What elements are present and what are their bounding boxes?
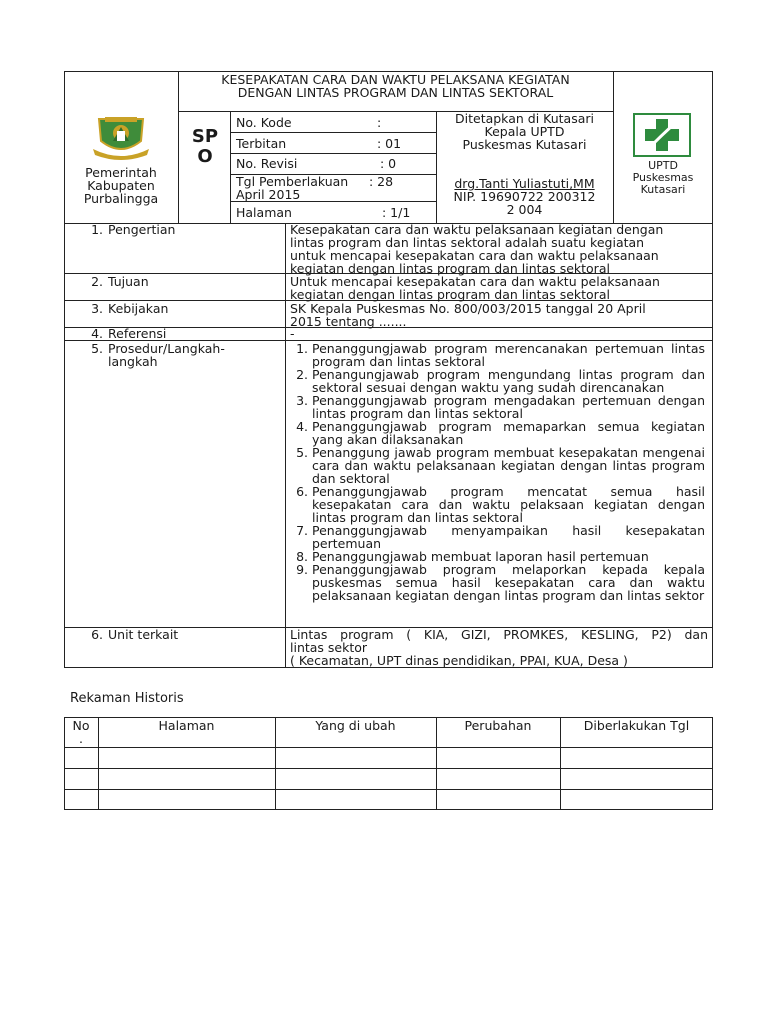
section-label-kebijakan — [78, 302, 283, 315]
org-line: Purbalingga — [83, 191, 159, 206]
section-label-cont: langkah — [108, 354, 158, 369]
history-col-no — [64, 719, 98, 745]
step-item — [290, 485, 705, 524]
right-org-name — [615, 160, 711, 196]
section-num: 3. — [91, 301, 103, 316]
section-label: Referensi — [108, 326, 167, 341]
content-line: untuk mencapai kesepakatan cara dan waktu pelaksanaan — [290, 248, 659, 263]
section-content-tujuan — [290, 275, 708, 301]
puskesmas-plus-logo — [633, 113, 691, 157]
section-num: 4. — [91, 326, 103, 341]
field-value-kode: : — [377, 115, 382, 130]
content-line: Kesepakatan cara dan waktu pelaksanaan kegiatan dengan — [290, 222, 664, 237]
content-line: Lintas program ( KIA, GIZI, PROMKES, KESLING, P2) dan — [290, 627, 708, 642]
section-label-unit — [78, 628, 283, 641]
field-extra-tgl: April 2015 — [236, 187, 301, 202]
step-item — [290, 524, 705, 550]
history-row-sep — [64, 789, 713, 790]
section-label: Kebijakan — [108, 301, 169, 316]
section-content-referensi — [290, 327, 708, 340]
section-label: Unit terkait — [108, 627, 179, 642]
field-sep — [230, 132, 436, 133]
step-num: 7. — [296, 523, 308, 538]
field-label-halaman: Halaman — [236, 205, 292, 220]
step-num: 8. — [296, 549, 308, 564]
section-label: Prosedur/Langkah- — [108, 341, 225, 356]
content-line: kegiatan dengan lintas program dan lintas sektoral — [290, 287, 610, 302]
step-text: Penanggungjawab program mencatat semua hasil kesepakatan cara dan waktu pelaksaan kegiatan dengan lintas program dan lintas sektoral — [312, 484, 705, 525]
header-divider-left — [178, 71, 179, 224]
spo-divider — [230, 111, 231, 224]
field-value-terbitan: : 01 — [377, 136, 402, 151]
step-text: Penanggungjawab program mengadakan pertemuan dengan lintas program dan lintas sektoral — [312, 393, 705, 421]
field-value-halaman: : 1/1 — [382, 205, 411, 220]
title-line-2: DENGAN LINTAS PROGRAM DAN LINTAS SEKTORAL — [237, 85, 554, 100]
col-header-cont: . — [79, 731, 83, 746]
section-label-prosedur — [78, 342, 283, 368]
field-label-tgl: Tgl Pemberlakuan — [236, 174, 349, 189]
procedure-steps — [290, 342, 705, 602]
history-col-yang-diubah: Yang di ubah — [315, 718, 396, 733]
step-num: 4. — [296, 419, 308, 434]
org-line: Pemerintah — [85, 165, 157, 180]
spo-label — [184, 127, 226, 167]
section-content-pengertian — [290, 223, 708, 275]
spo-top: SP — [191, 126, 219, 147]
left-org-name — [66, 166, 176, 205]
step-num: 3. — [296, 393, 308, 408]
approval-block — [438, 112, 611, 216]
step-item — [290, 368, 705, 394]
content-line: SK Kepala Puskesmas No. 800/003/2015 tanggal 20 April — [290, 301, 646, 316]
section-label: Tujuan — [108, 274, 149, 289]
content-col-divider — [285, 223, 286, 668]
field-sep — [230, 153, 436, 154]
step-text: Penanggung jawab program membuat kesepakatan mengenai cara dan waktu pelaksanaan kegiatan dengan lintas program dan sektoral — [312, 445, 705, 486]
spo-bottom: O — [197, 146, 213, 167]
step-num: 1. — [296, 341, 308, 356]
org-line: UPTD — [648, 159, 678, 172]
section-label-pengertian — [78, 223, 283, 236]
section-num: 5. — [91, 341, 103, 356]
step-text: Penanggungjawab program merencanakan pertemuan lintas program dan lintas sektoral — [312, 341, 705, 369]
step-text: Penanggungjawab membuat laporan hasil pertemuan — [312, 549, 649, 564]
approval-line: Puskesmas Kutasari — [462, 137, 587, 152]
step-num: 9. — [296, 562, 308, 577]
content-line: lintas program dan lintas sektoral adalah suatu kegiatan — [290, 235, 645, 250]
step-text: Penangungjawab program mengundang lintas program dan sektoral sesuai dengan waktu yang sudah direncanakan — [312, 367, 705, 395]
title-line-1: KESEPAKATAN CARA DAN WAKTU PELAKSANA KEGIATAN — [221, 72, 570, 87]
history-title: Rekaman Historis — [70, 691, 184, 706]
section-label-referensi — [78, 327, 283, 340]
history-col-perubahan: Perubahan — [464, 718, 532, 733]
step-text: Penanggungjawab program memaparkan semua kegiatan yang akan dilaksanakan — [312, 419, 705, 447]
approval-line: Ditetapkan di Kutasari — [455, 111, 594, 126]
field-value-revisi: : 0 — [380, 156, 397, 171]
signatory-nip: NIP. 19690722 200312 — [453, 189, 596, 204]
section-num: 2. — [91, 274, 103, 289]
header-divider-right — [613, 71, 614, 224]
content-line: kegiatan dengan lintas program dan lintas sektoral — [290, 261, 610, 276]
col-header: No — [72, 718, 90, 733]
section-label-tujuan — [78, 275, 283, 288]
section-label: Pengertian — [108, 222, 176, 237]
step-item — [290, 446, 705, 485]
content-line: - — [290, 326, 295, 341]
history-col-diberlakukan: Diberlakukan Tgl — [583, 718, 690, 733]
signatory-nip-cont: 2 004 — [506, 202, 543, 217]
history-row-sep — [64, 768, 713, 769]
step-num: 2. — [296, 367, 308, 382]
history-col-halaman: Halaman — [158, 718, 215, 733]
section-content-kebijakan — [290, 302, 708, 328]
step-num: 6. — [296, 484, 308, 499]
step-item — [290, 563, 705, 602]
org-line: Puskesmas — [632, 171, 694, 184]
field-label-terbitan: Terbitan — [236, 136, 287, 151]
document-title — [180, 73, 611, 99]
content-line: 2015 tentang ....... — [290, 314, 407, 329]
fields-divider — [436, 111, 437, 224]
purbalingga-crest — [91, 113, 151, 163]
section-content-unit — [290, 628, 708, 667]
field-label-kode: No. Kode — [236, 115, 292, 130]
approval-line: Kepala UPTD — [484, 124, 565, 139]
step-text: Penanggungjawab menyampaikan hasil kesepakatan pertemuan — [312, 523, 705, 551]
section-label-wrap — [108, 342, 283, 368]
field-label-revisi: No. Revisi — [236, 156, 298, 171]
org-line: Kutasari — [640, 183, 686, 196]
content-line: lintas sektor — [290, 640, 368, 655]
step-text: Penanggungjawab program melaporkan kepada kepala puskesmas semua hasil kesepakatan cara dan waktu pelaksanaan kegiatan dengan lintas program dan lintas sektor — [312, 562, 705, 603]
field-value-tgl: : 28 — [369, 174, 394, 189]
step-num: 5. — [296, 445, 308, 460]
history-row-sep — [64, 747, 713, 748]
section-num: 6. — [91, 627, 103, 642]
content-line: ( Kecamatan, UPT dinas pendidikan, PPAI, KUA, Desa ) — [290, 653, 628, 668]
section-num: 1. — [91, 222, 103, 237]
step-item — [290, 420, 705, 446]
signatory-name: drg.Tanti Yuliastuti,MM — [454, 176, 595, 191]
content-line: Untuk mencapai kesepakatan cara dan waktu pelaksanaan — [290, 274, 660, 289]
step-item — [290, 342, 705, 368]
step-item — [290, 394, 705, 420]
org-line: Kabupaten — [87, 178, 155, 193]
